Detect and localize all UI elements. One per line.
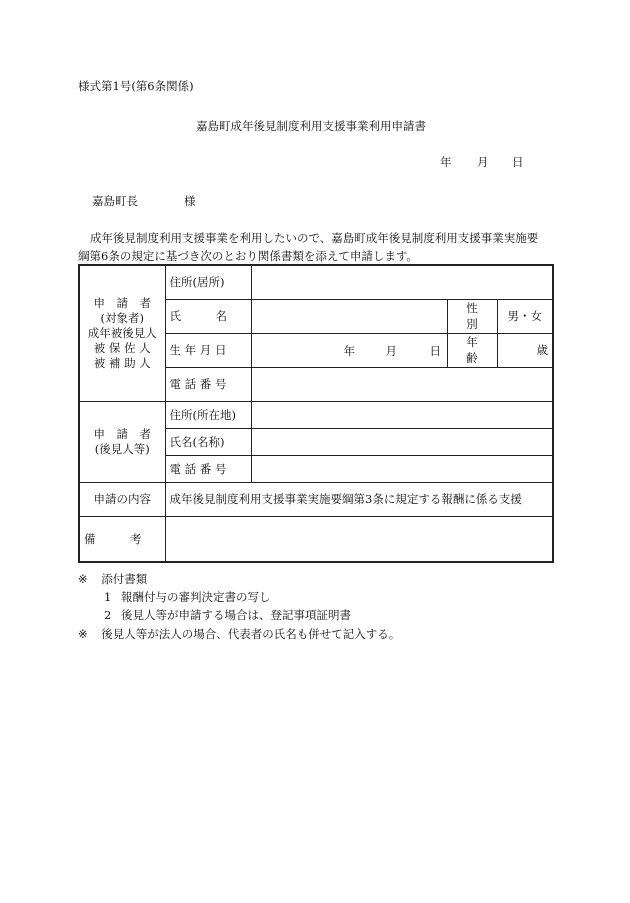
gender-options[interactable]: 男・女 bbox=[497, 299, 553, 333]
applicant-name-label: 氏 名 bbox=[165, 299, 251, 333]
corporate-note-mark: ※ bbox=[78, 627, 88, 641]
attachments-title: 添付書類 bbox=[101, 572, 148, 586]
guardian-address-row bbox=[79, 401, 553, 428]
attachment-item-1-text: 報酬付与の審判決定書の写し bbox=[120, 590, 271, 604]
remarks-field[interactable] bbox=[165, 516, 553, 562]
addressee-suffix: 様 bbox=[184, 194, 196, 208]
section1-heading bbox=[79, 265, 165, 401]
birth-date-field[interactable] bbox=[251, 333, 447, 367]
page-title: 嘉島町成年後見制度利用支援事業利用申請書 bbox=[196, 119, 426, 133]
section1-heading-line: (対象者) bbox=[100, 310, 144, 325]
gender-label: 性 別 bbox=[447, 299, 497, 333]
section1-heading-line: 成年被後見人 bbox=[87, 325, 157, 340]
remarks-label bbox=[79, 516, 165, 562]
intro-line-2: 綱第6条の規定に基づき次のとおり関係書類を添えて申請します。 bbox=[78, 249, 418, 263]
birth-date-label: 生 年 月 日 bbox=[165, 333, 251, 367]
section1-heading-line: 被 補 助 人 bbox=[93, 355, 151, 370]
attachment-item-2 bbox=[104, 607, 351, 623]
section2-heading-line: (後見人等) bbox=[94, 441, 150, 456]
age-label: 年 齢 bbox=[447, 333, 497, 367]
applicant-address-row bbox=[79, 265, 553, 299]
application-content-text: 成年後見制度利用支援事業実施要綱第3条に規定する報酬に係る支援 bbox=[165, 482, 553, 516]
section2-heading bbox=[79, 401, 165, 482]
intro-line-1: 成年後見制度利用支援事業を利用したいので、嘉島町成年後見制度利用支援事業実施要 bbox=[90, 231, 539, 245]
birth-year-label: 年 bbox=[343, 344, 355, 358]
guardian-address-field[interactable] bbox=[251, 401, 553, 428]
applicant-address-label: 住所(居所) bbox=[165, 265, 251, 299]
remarks-label-text: 備 考 bbox=[84, 531, 142, 546]
form-number: 様式第1号(第6条関係) bbox=[78, 79, 194, 93]
guardian-name-label: 氏名(名称) bbox=[165, 428, 251, 455]
attachment-item-2-number: 2 bbox=[104, 608, 112, 622]
birth-month-label: 月 bbox=[385, 344, 397, 358]
application-form-table bbox=[78, 264, 554, 563]
date-year-label: 年 bbox=[440, 155, 452, 169]
application-content-label: 申請の内容 bbox=[79, 482, 165, 516]
applicant-phone-field[interactable] bbox=[251, 367, 553, 401]
attachment-item-1-number: 1 bbox=[104, 590, 112, 604]
corporate-note bbox=[78, 626, 400, 642]
date-day-label: 日 bbox=[512, 155, 524, 169]
applicant-name-field[interactable] bbox=[251, 299, 447, 333]
guardian-address-label: 住所(所在地) bbox=[165, 401, 251, 428]
applicant-phone-label: 電 話 番 号 bbox=[165, 367, 251, 401]
birth-day-label: 日 bbox=[429, 344, 441, 358]
age-field[interactable] bbox=[497, 333, 553, 367]
section1-heading-line: 申 請 者 bbox=[93, 295, 151, 310]
guardian-phone-field[interactable] bbox=[251, 455, 553, 482]
attachments-mark: ※ bbox=[78, 572, 88, 586]
corporate-note-text: 後見人等が法人の場合、代表者の氏名も併せて記入する。 bbox=[101, 627, 401, 641]
section1-heading-line: 被 保 佐 人 bbox=[93, 340, 151, 355]
attachment-item-1 bbox=[104, 589, 270, 605]
guardian-phone-label: 電 話 番 号 bbox=[165, 455, 251, 482]
applicant-address-field[interactable] bbox=[251, 265, 553, 299]
attachments-heading bbox=[78, 571, 147, 587]
addressee-name: 嘉島町長 bbox=[92, 194, 138, 208]
remarks-row bbox=[79, 516, 553, 562]
date-month-label: 月 bbox=[477, 155, 489, 169]
age-unit: 歳 bbox=[536, 343, 549, 357]
attachment-item-2-text: 後見人等が申請する場合は、登記事項証明書 bbox=[120, 608, 351, 622]
application-content-row bbox=[79, 482, 553, 516]
section2-heading-line: 申 請 者 bbox=[93, 426, 151, 441]
guardian-name-field[interactable] bbox=[251, 428, 553, 455]
